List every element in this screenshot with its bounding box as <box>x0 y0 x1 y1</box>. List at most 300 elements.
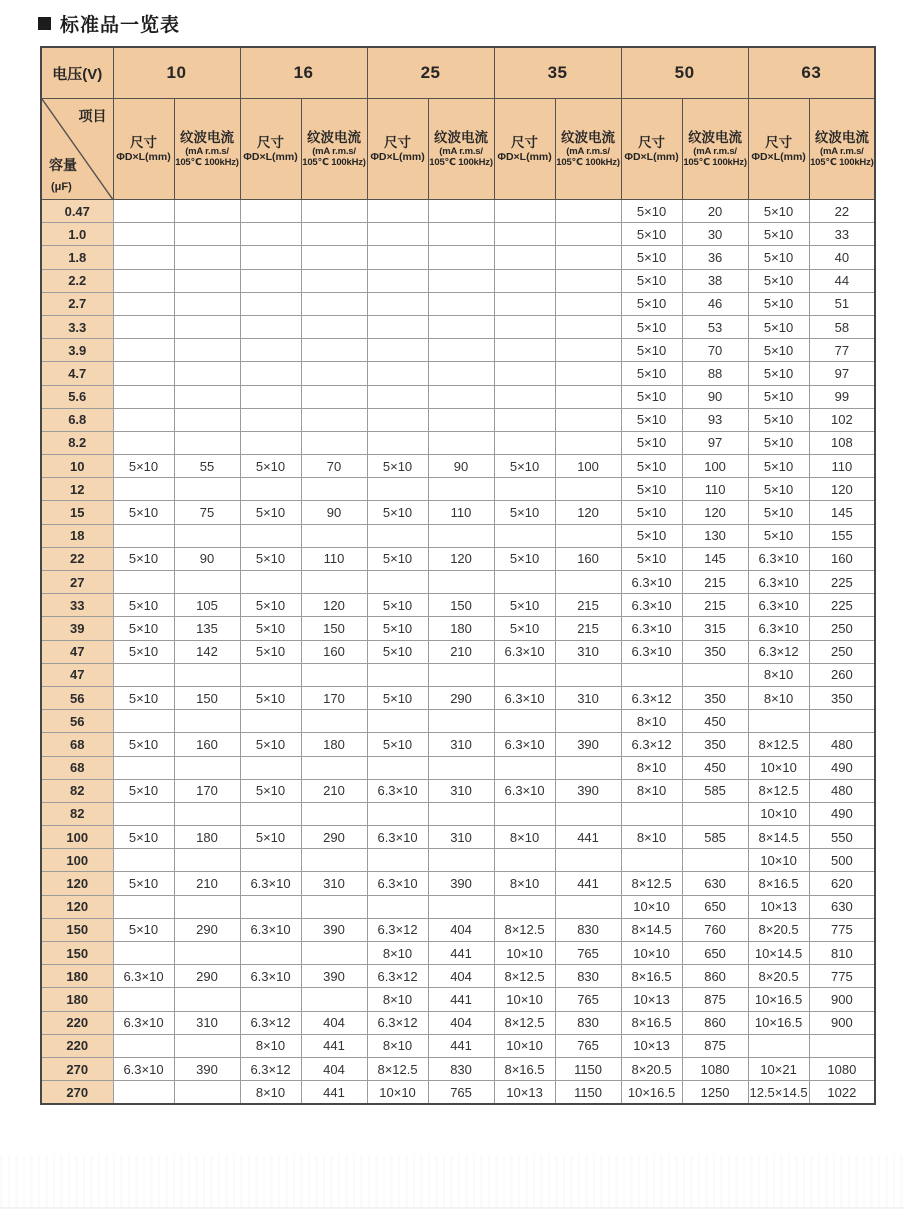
size-cell: 5×10 <box>621 455 682 478</box>
ripple-cell <box>174 942 240 965</box>
size-cell <box>113 756 174 779</box>
size-cell: 6.3×10 <box>240 918 301 941</box>
ripple-cell: 830 <box>555 965 621 988</box>
ripple-cell <box>555 571 621 594</box>
capacity-row-header: 220 <box>41 1034 113 1057</box>
ripple-cell <box>682 849 748 872</box>
size-cell <box>367 339 428 362</box>
ripple-cell: 90 <box>174 547 240 570</box>
size-cell: 5×10 <box>367 594 428 617</box>
table-row <box>41 223 875 246</box>
ripple-cell: 830 <box>555 1011 621 1034</box>
size-cell: 10×13 <box>494 1081 555 1105</box>
size-cell <box>367 269 428 292</box>
size-cell: 5×10 <box>621 431 682 454</box>
ripple-cell <box>555 756 621 779</box>
ripple-cell: 150 <box>174 686 240 709</box>
ripple-cell: 441 <box>301 1081 367 1105</box>
size-cell: 5×10 <box>621 246 682 269</box>
size-cell: 6.3×10 <box>367 826 428 849</box>
ripple-cell: 860 <box>682 965 748 988</box>
table-row <box>41 478 875 501</box>
size-cell <box>240 988 301 1011</box>
size-cell: 8×10 <box>621 779 682 802</box>
ripple-cell: 225 <box>809 571 875 594</box>
ripple-cell: 765 <box>555 988 621 1011</box>
page-title-text: 标准品一览表 <box>60 15 181 36</box>
capacity-row-header: 1.8 <box>41 246 113 269</box>
table-row <box>41 988 875 1011</box>
size-cell <box>240 663 301 686</box>
size-cell: 8×12.5 <box>367 1057 428 1080</box>
size-cell: 5×10 <box>621 223 682 246</box>
ripple-cell: 40 <box>809 246 875 269</box>
size-cell <box>240 362 301 385</box>
ripple-cell: 310 <box>174 1011 240 1034</box>
table-row <box>41 501 875 524</box>
size-cell: 8×12.5 <box>621 872 682 895</box>
ripple-cell <box>174 292 240 315</box>
size-cell: 5×10 <box>621 362 682 385</box>
ripple-cell <box>555 292 621 315</box>
ripple-cell <box>174 408 240 431</box>
size-cell: 5×10 <box>240 826 301 849</box>
size-cell: 6.3×10 <box>113 965 174 988</box>
size-cell <box>113 895 174 918</box>
size-cell: 5×10 <box>621 547 682 570</box>
ripple-cell <box>174 524 240 547</box>
size-cell <box>367 710 428 733</box>
size-cell <box>367 802 428 825</box>
ripple-cell <box>428 571 494 594</box>
size-cell <box>367 849 428 872</box>
table-row <box>41 686 875 709</box>
ripple-cell <box>428 408 494 431</box>
ripple-cell <box>174 200 240 223</box>
capacity-row-header: 27 <box>41 571 113 594</box>
size-cell: 10×10 <box>748 849 809 872</box>
ripple-cell: 170 <box>174 779 240 802</box>
capacity-row-header: 33 <box>41 594 113 617</box>
voltage-header-50: 50 <box>621 47 748 99</box>
size-cell <box>494 246 555 269</box>
ripple-cell: 480 <box>809 733 875 756</box>
size-header-50: 尺寸 ΦD×L(mm) <box>621 99 682 200</box>
size-cell: 5×10 <box>748 455 809 478</box>
ripple-cell <box>301 246 367 269</box>
size-cell: 8×16.5 <box>621 965 682 988</box>
size-cell: 10×10 <box>621 942 682 965</box>
size-cell: 5×10 <box>113 455 174 478</box>
size-cell: 5×10 <box>621 292 682 315</box>
table-row <box>41 269 875 292</box>
ripple-cell <box>555 663 621 686</box>
size-cell: 6.3×10 <box>240 872 301 895</box>
capacity-row-header: 39 <box>41 617 113 640</box>
size-cell: 5×10 <box>748 269 809 292</box>
ripple-cell <box>555 315 621 338</box>
ripple-cell <box>428 710 494 733</box>
ripple-cell: 441 <box>555 872 621 895</box>
capacity-row-header: 82 <box>41 802 113 825</box>
size-cell: 10×10 <box>748 756 809 779</box>
size-cell: 6.3×12 <box>240 1057 301 1080</box>
size-cell: 5×10 <box>748 315 809 338</box>
ripple-cell: 105 <box>174 594 240 617</box>
size-cell: 8×12.5 <box>748 779 809 802</box>
ripple-cell: 160 <box>809 547 875 570</box>
table-row <box>41 547 875 570</box>
size-cell: 5×10 <box>113 547 174 570</box>
size-cell: 5×10 <box>621 269 682 292</box>
size-cell: 10×16.5 <box>748 988 809 1011</box>
ripple-cell <box>555 849 621 872</box>
size-cell <box>113 571 174 594</box>
ripple-cell: 145 <box>682 547 748 570</box>
size-cell: 6.3×10 <box>748 571 809 594</box>
capacity-row-header: 8.2 <box>41 431 113 454</box>
size-cell: 5×10 <box>494 594 555 617</box>
size-cell: 10×14.5 <box>748 942 809 965</box>
ripple-cell: 390 <box>428 872 494 895</box>
size-cell <box>113 942 174 965</box>
size-cell <box>367 315 428 338</box>
scan-artifact-strip <box>0 1155 905 1209</box>
ripple-cell: 99 <box>809 385 875 408</box>
size-cell: 6.3×10 <box>113 1057 174 1080</box>
size-cell: 5×10 <box>748 408 809 431</box>
size-cell: 5×10 <box>240 640 301 663</box>
size-cell: 8×10 <box>621 756 682 779</box>
table-row <box>41 826 875 849</box>
size-cell: 6.3×10 <box>621 617 682 640</box>
ripple-cell <box>301 988 367 1011</box>
ripple-cell: 110 <box>301 547 367 570</box>
size-cell <box>113 710 174 733</box>
size-cell: 6.3×10 <box>367 872 428 895</box>
size-cell <box>494 385 555 408</box>
ripple-cell: 120 <box>428 547 494 570</box>
ripple-cell <box>301 408 367 431</box>
size-cell: 5×10 <box>748 501 809 524</box>
ripple-cell: 120 <box>555 501 621 524</box>
ripple-cell: 404 <box>428 1011 494 1034</box>
capacity-row-header: 1.0 <box>41 223 113 246</box>
capacity-row-header: 0.47 <box>41 200 113 223</box>
table-row <box>41 756 875 779</box>
capacity-row-header: 100 <box>41 826 113 849</box>
ripple-cell <box>555 200 621 223</box>
ripple-cell: 120 <box>809 478 875 501</box>
size-cell <box>240 895 301 918</box>
ripple-cell: 260 <box>809 663 875 686</box>
ripple-cell: 1022 <box>809 1081 875 1105</box>
size-cell: 5×10 <box>367 617 428 640</box>
ripple-cell: 100 <box>555 455 621 478</box>
ripple-cell: 490 <box>809 802 875 825</box>
size-cell: 6.3×10 <box>748 617 809 640</box>
size-cell <box>240 408 301 431</box>
size-cell: 6.3×12 <box>367 918 428 941</box>
ripple-cell: 490 <box>809 756 875 779</box>
ripple-cell: 215 <box>555 594 621 617</box>
ripple-cell: 310 <box>428 779 494 802</box>
size-cell: 5×10 <box>748 246 809 269</box>
ripple-cell <box>428 385 494 408</box>
voltage-header-16: 16 <box>240 47 367 99</box>
ripple-cell: 315 <box>682 617 748 640</box>
ripple-cell <box>428 200 494 223</box>
ripple-cell: 585 <box>682 779 748 802</box>
ripple-cell: 441 <box>428 988 494 1011</box>
ripple-cell: 36 <box>682 246 748 269</box>
size-cell <box>113 849 174 872</box>
capacity-row-header: 3.3 <box>41 315 113 338</box>
size-cell: 5×10 <box>240 733 301 756</box>
ripple-cell <box>301 200 367 223</box>
size-cell: 8×10 <box>240 1081 301 1105</box>
size-cell: 5×10 <box>494 547 555 570</box>
size-cell <box>240 339 301 362</box>
size-cell: 6.3×10 <box>367 779 428 802</box>
ripple-cell: 110 <box>682 478 748 501</box>
table-row <box>41 1057 875 1080</box>
ripple-cell: 22 <box>809 200 875 223</box>
size-cell <box>240 200 301 223</box>
item-capacity-corner-cell <box>41 99 113 200</box>
size-cell: 8×10 <box>621 710 682 733</box>
capacity-row-header: 120 <box>41 895 113 918</box>
page <box>0 10 905 1209</box>
size-cell: 5×10 <box>367 733 428 756</box>
voltage-header-row <box>41 47 875 99</box>
size-cell <box>367 408 428 431</box>
ripple-cell: 110 <box>809 455 875 478</box>
capacity-row-header: 68 <box>41 756 113 779</box>
ripple-cell <box>428 524 494 547</box>
capacity-row-header: 2.2 <box>41 269 113 292</box>
table-row <box>41 733 875 756</box>
size-cell <box>367 292 428 315</box>
ripple-cell: 390 <box>555 779 621 802</box>
capacity-row-header: 47 <box>41 663 113 686</box>
ripple-cell: 390 <box>301 965 367 988</box>
size-cell: 6.3×12 <box>621 733 682 756</box>
size-cell: 5×10 <box>113 594 174 617</box>
size-cell: 8×10 <box>748 663 809 686</box>
ripple-cell: 160 <box>301 640 367 663</box>
ripple-cell: 630 <box>809 895 875 918</box>
capacity-row-header: 270 <box>41 1081 113 1105</box>
ripple-cell: 630 <box>682 872 748 895</box>
size-cell: 5×10 <box>748 362 809 385</box>
size-cell: 5×10 <box>748 478 809 501</box>
size-cell: 8×14.5 <box>748 826 809 849</box>
ripple-cell: 70 <box>682 339 748 362</box>
ripple-cell <box>301 571 367 594</box>
ripple-cell <box>174 269 240 292</box>
size-cell: 6.3×10 <box>113 1011 174 1034</box>
size-cell: 10×10 <box>494 942 555 965</box>
size-cell <box>494 802 555 825</box>
ripple-cell: 500 <box>809 849 875 872</box>
size-cell: 5×10 <box>494 501 555 524</box>
ripple-cell: 97 <box>682 431 748 454</box>
ripple-header-16: 纹波电流 (mA r.m.s/ 105℃ 100kHz) <box>301 99 367 200</box>
size-cell: 8×14.5 <box>621 918 682 941</box>
size-cell: 5×10 <box>113 733 174 756</box>
ripple-cell <box>174 385 240 408</box>
size-cell: 10×10 <box>367 1081 428 1105</box>
size-cell: 5×10 <box>748 385 809 408</box>
size-cell <box>113 478 174 501</box>
ripple-cell: 875 <box>682 988 748 1011</box>
size-cell: 10×16.5 <box>748 1011 809 1034</box>
size-cell: 10×13 <box>748 895 809 918</box>
size-cell: 5×10 <box>748 339 809 362</box>
ripple-cell <box>174 571 240 594</box>
voltage-header-63: 63 <box>748 47 875 99</box>
ripple-cell: 225 <box>809 594 875 617</box>
size-cell <box>240 478 301 501</box>
ripple-cell <box>174 802 240 825</box>
size-cell <box>367 571 428 594</box>
size-cell: 10×21 <box>748 1057 809 1080</box>
ripple-cell: 810 <box>809 942 875 965</box>
size-cell <box>113 246 174 269</box>
ripple-cell: 775 <box>809 965 875 988</box>
size-cell: 5×10 <box>240 501 301 524</box>
table-row <box>41 315 875 338</box>
size-cell: 5×10 <box>113 640 174 663</box>
capacity-row-header: 2.7 <box>41 292 113 315</box>
ripple-cell <box>428 895 494 918</box>
ripple-cell <box>555 362 621 385</box>
size-cell: 5×10 <box>113 872 174 895</box>
size-cell: 8×12.5 <box>748 733 809 756</box>
ripple-cell <box>301 942 367 965</box>
ripple-cell: 441 <box>428 942 494 965</box>
ripple-cell <box>555 223 621 246</box>
ripple-cell <box>428 246 494 269</box>
voltage-axis-label: 电压(V) <box>41 47 113 99</box>
ripple-cell: 860 <box>682 1011 748 1034</box>
size-cell <box>113 408 174 431</box>
ripple-cell <box>301 362 367 385</box>
size-cell: 8×20.5 <box>748 918 809 941</box>
size-cell: 10×10 <box>748 802 809 825</box>
size-cell <box>494 710 555 733</box>
ripple-cell: 765 <box>555 942 621 965</box>
ripple-cell: 450 <box>682 756 748 779</box>
ripple-cell: 210 <box>428 640 494 663</box>
table-row <box>41 710 875 733</box>
size-cell <box>367 246 428 269</box>
ripple-cell: 350 <box>682 733 748 756</box>
ripple-cell: 142 <box>174 640 240 663</box>
size-cell: 10×16.5 <box>621 1081 682 1105</box>
size-cell: 6.3×10 <box>621 594 682 617</box>
ripple-cell: 650 <box>682 942 748 965</box>
size-cell: 8×10 <box>367 942 428 965</box>
ripple-cell: 33 <box>809 223 875 246</box>
size-cell: 5×10 <box>113 501 174 524</box>
size-cell <box>494 292 555 315</box>
size-cell: 6.3×12 <box>748 640 809 663</box>
size-cell: 5×10 <box>621 408 682 431</box>
size-cell: 8×10 <box>367 988 428 1011</box>
ripple-cell: 830 <box>428 1057 494 1080</box>
ripple-cell <box>428 663 494 686</box>
capacity-row-header: 10 <box>41 455 113 478</box>
ripple-cell <box>555 895 621 918</box>
table-row <box>41 571 875 594</box>
size-cell: 5×10 <box>748 524 809 547</box>
ripple-cell: 46 <box>682 292 748 315</box>
ripple-cell: 290 <box>301 826 367 849</box>
size-cell <box>113 292 174 315</box>
ripple-cell: 290 <box>174 918 240 941</box>
ripple-cell: 290 <box>428 686 494 709</box>
ripple-cell <box>301 339 367 362</box>
size-cell <box>113 315 174 338</box>
size-cell: 5×10 <box>621 315 682 338</box>
ripple-header-10: 纹波电流 (mA r.m.s/ 105℃ 100kHz) <box>174 99 240 200</box>
ripple-cell: 830 <box>555 918 621 941</box>
size-cell: 8×10 <box>494 872 555 895</box>
capacity-row-header: 100 <box>41 849 113 872</box>
ripple-cell <box>428 339 494 362</box>
capacity-row-header: 56 <box>41 710 113 733</box>
size-cell <box>367 431 428 454</box>
capacity-row-header: 22 <box>41 547 113 570</box>
size-cell <box>621 802 682 825</box>
size-cell <box>367 200 428 223</box>
ripple-cell: 310 <box>555 686 621 709</box>
size-header-35: 尺寸 ΦD×L(mm) <box>494 99 555 200</box>
table-row <box>41 1011 875 1034</box>
size-cell: 10×10 <box>494 1034 555 1057</box>
ripple-cell: 150 <box>301 617 367 640</box>
spec-table <box>40 46 876 1105</box>
ripple-cell: 585 <box>682 826 748 849</box>
size-cell <box>113 339 174 362</box>
table-row <box>41 362 875 385</box>
ripple-cell: 650 <box>682 895 748 918</box>
size-cell <box>113 385 174 408</box>
ripple-cell: 102 <box>809 408 875 431</box>
size-cell <box>113 200 174 223</box>
table-row <box>41 594 875 617</box>
capacity-row-header: 6.8 <box>41 408 113 431</box>
capacity-row-header: 120 <box>41 872 113 895</box>
table-row <box>41 779 875 802</box>
size-cell: 6.3×10 <box>494 733 555 756</box>
ripple-cell: 90 <box>682 385 748 408</box>
ripple-cell: 404 <box>301 1011 367 1034</box>
capacity-row-header: 4.7 <box>41 362 113 385</box>
size-cell: 6.3×10 <box>748 594 809 617</box>
ripple-cell: 38 <box>682 269 748 292</box>
ripple-cell <box>301 895 367 918</box>
size-cell: 6.3×10 <box>494 640 555 663</box>
ripple-cell <box>428 802 494 825</box>
size-cell <box>240 524 301 547</box>
size-cell <box>240 292 301 315</box>
size-cell: 5×10 <box>240 594 301 617</box>
ripple-cell: 441 <box>301 1034 367 1057</box>
size-cell <box>113 431 174 454</box>
